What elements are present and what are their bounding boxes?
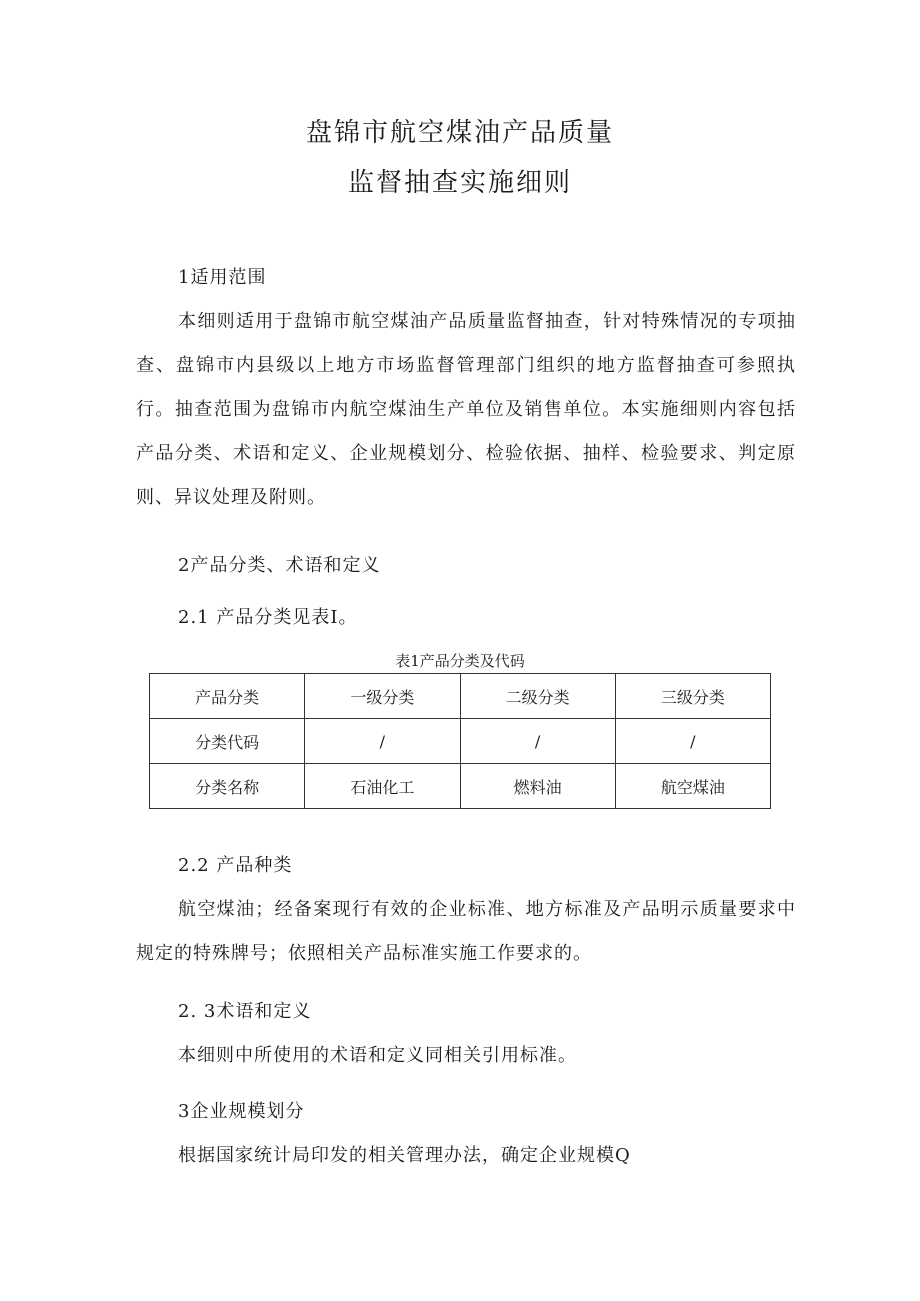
table-cell: 三级分类	[615, 674, 770, 719]
table-cell: 一级分类	[305, 674, 460, 719]
section3-paragraph	[136, 1134, 796, 1178]
document-title-line1: 盘锦市航空煤油产品质量	[305, 118, 614, 148]
classification-table	[149, 673, 771, 809]
section1-heading: 1适用范围	[178, 267, 267, 288]
section1-paragraph	[136, 300, 796, 520]
section2-3-heading: 2. 3术语和定义	[178, 1001, 312, 1022]
section2-2-text: 航空煤油；经备案现行有效的企业标准、地方标准及产品明示质量要求中规定的特殊牌号；依照相关产品标准实施工作要求的。	[136, 899, 796, 964]
table-cell: /	[460, 719, 615, 764]
table-cell: 航空煤油	[615, 764, 770, 809]
table-cell: /	[305, 719, 460, 764]
table-row-code	[150, 719, 771, 764]
table-row-header	[150, 674, 771, 719]
table-cell: 产品分类	[150, 674, 305, 719]
table-cell: 分类代码	[150, 719, 305, 764]
table-cell: 石油化工	[305, 764, 460, 809]
section2-heading: 2产品分类、术语和定义	[178, 555, 381, 576]
section2-2-paragraph	[136, 888, 796, 976]
section1-text: 本细则适用于盘锦市航空煤油产品质量监督抽查，针对特殊情况的专项抽查、盘锦市内县级以上地方市场监督管理部门组织的地方监督抽查可参照执行。抽查范围为盘锦市内航空煤油生产单位及销售单位。本实施细则内容包括产品分类、术语和定义、企业规模划分、检验依据、抽样、检验要求、判定原则、异议处理及附则。	[136, 311, 796, 508]
table-caption: 表1产品分类及代码	[395, 652, 525, 670]
document-title-line2: 监督抽查实施细则	[347, 168, 572, 198]
table-cell: 分类名称	[150, 764, 305, 809]
table-cell: 二级分类	[460, 674, 615, 719]
table-row-name	[150, 764, 771, 809]
section2-3-text: 本细则中所使用的术语和定义同相关引用标准。	[178, 1045, 577, 1066]
table-cell: /	[615, 719, 770, 764]
section2-3-paragraph	[136, 1034, 796, 1078]
section2-1-text: 2.1 产品分类见表I。	[178, 607, 358, 628]
table-cell: 燃料油	[460, 764, 615, 809]
section2-2-heading: 2.2 产品种类	[178, 855, 293, 876]
section3-text: 根据国家统计局印发的相关管理办法，确定企业规模Q	[178, 1145, 631, 1166]
section3-heading: 3企业规模划分	[178, 1101, 305, 1122]
